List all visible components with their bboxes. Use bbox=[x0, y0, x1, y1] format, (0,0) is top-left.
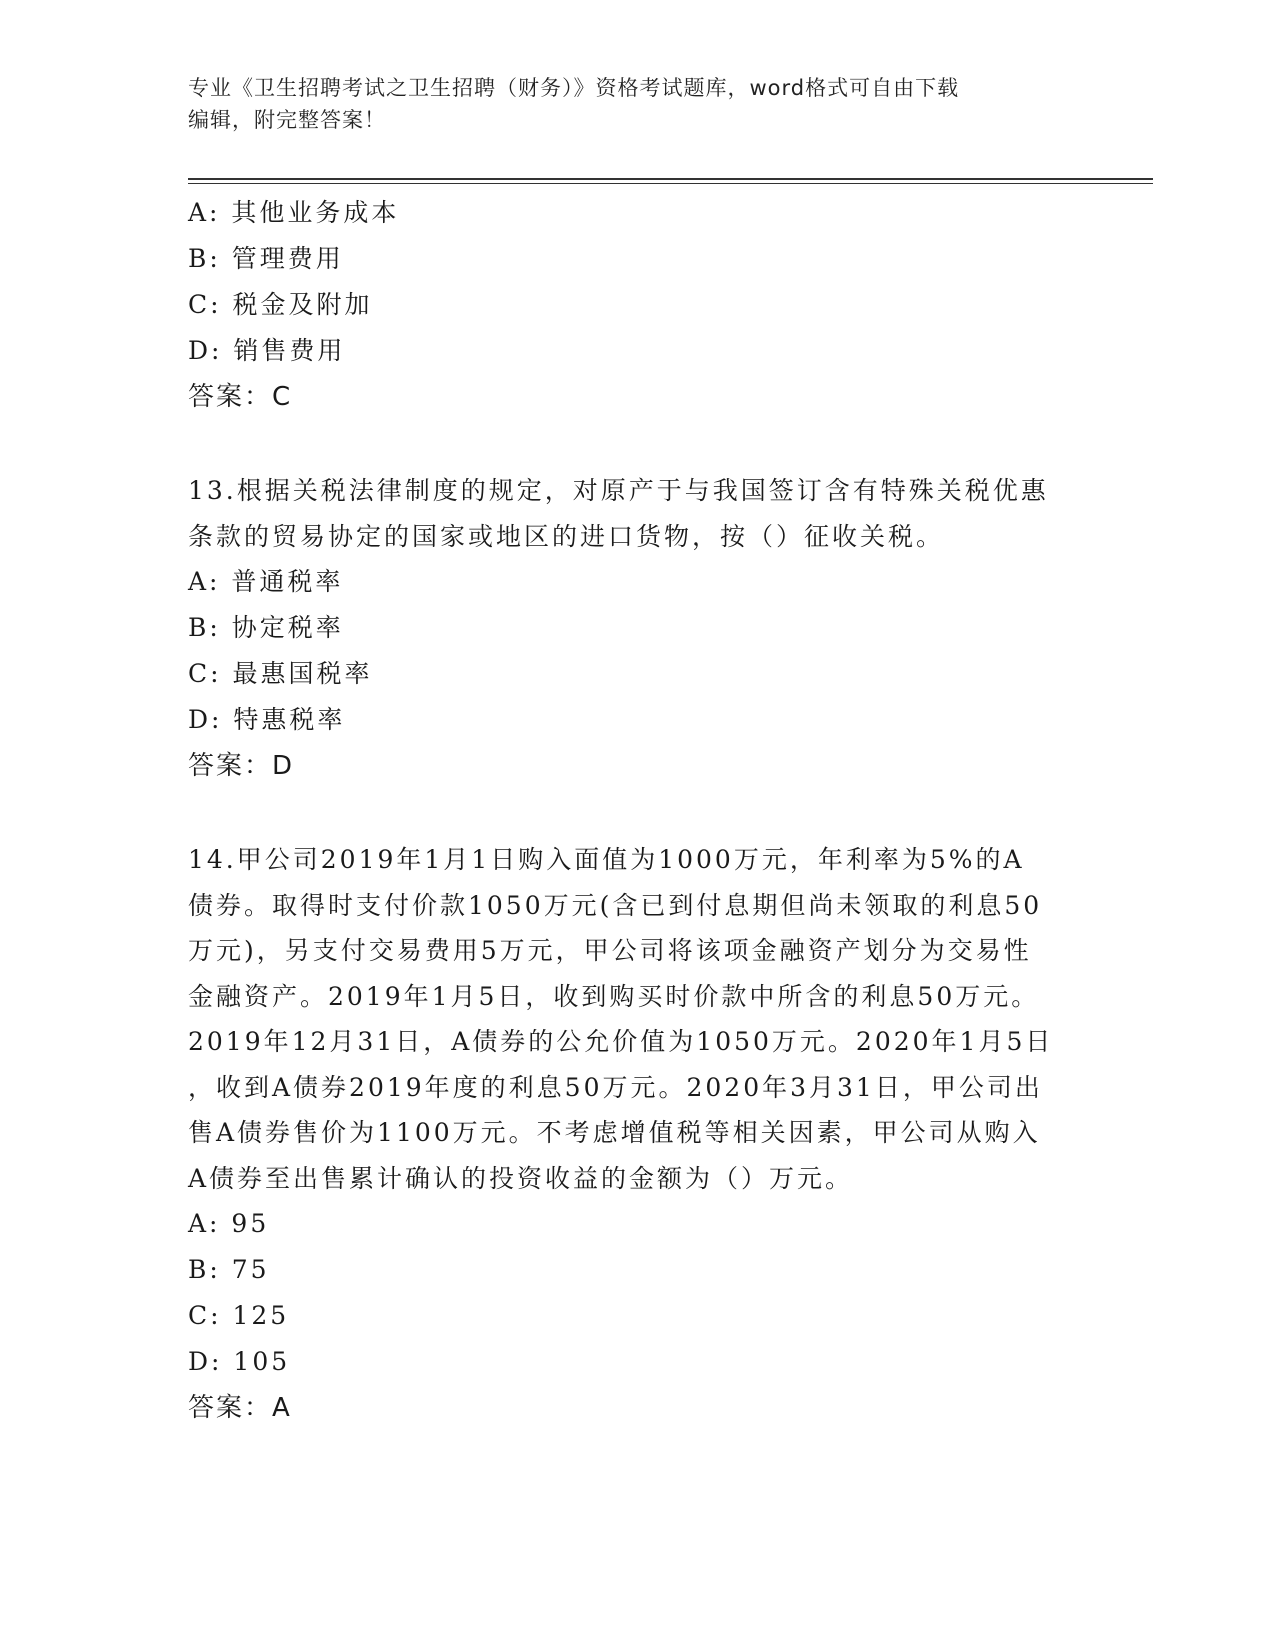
question-text-line: 2019年12月31日，A债券的公允价值为1050万元。2020年1月5日 bbox=[188, 1027, 1054, 1056]
question-text-line: 金融资产。2019年1月5日，收到购买时价款中所含的利息50万元。 bbox=[188, 981, 1040, 1011]
question-12-block bbox=[188, 190, 1088, 420]
header-divider-thin bbox=[188, 183, 1153, 184]
header-divider-thick bbox=[188, 178, 1153, 180]
option-c: C: 最惠国税率 bbox=[188, 659, 373, 688]
question-content bbox=[188, 190, 1088, 1431]
question-text-line: 13.根据关税法律制度的规定，对原产于与我国签订含有特殊关税优惠 bbox=[188, 476, 1049, 505]
question-text-line: 条款的贸易协定的国家或地区的进口货物，按（）征收关税。 bbox=[188, 521, 945, 551]
option-b: B: 75 bbox=[188, 1255, 270, 1284]
question-text-line: 售A债券售价为1100万元。不考虑增值税等相关因素，甲公司从购入 bbox=[188, 1118, 1041, 1147]
option-c: C: 125 bbox=[188, 1301, 290, 1330]
option-a: A: 普通税率 bbox=[188, 567, 344, 596]
question-14-block bbox=[188, 837, 1088, 1431]
option-b: B: 管理费用 bbox=[188, 244, 344, 273]
question-13-block bbox=[188, 468, 1088, 789]
header-line-2: 编辑，附完整答案！ bbox=[188, 108, 386, 132]
question-text-line: 债券。取得时支付价款1050万元(含已到付息期但尚未领取的利息50 bbox=[188, 890, 1043, 920]
header-line-1: 专业《卫生招聘考试之卫生招聘（财务）》资格考试题库，word格式可自由下载 bbox=[188, 76, 960, 100]
option-d: D: 销售费用 bbox=[188, 336, 346, 365]
option-d: D: 特惠税率 bbox=[188, 705, 346, 734]
document-header bbox=[188, 72, 1078, 136]
option-a: A: 其他业务成本 bbox=[188, 198, 400, 227]
question-text-line: A债券至出售累计确认的投资收益的金额为（）万元。 bbox=[188, 1163, 854, 1193]
option-c: C: 税金及附加 bbox=[188, 290, 373, 319]
option-d: D: 105 bbox=[188, 1347, 291, 1376]
option-b: B: 协定税率 bbox=[188, 613, 344, 642]
question-text-line: 万元)，另支付交易费用5万元，甲公司将该项金融资产划分为交易性 bbox=[188, 936, 1032, 965]
answer-line: 答案：D bbox=[188, 751, 295, 781]
answer-line: 答案：C bbox=[188, 382, 293, 412]
question-text-line: ，收到A债券2019年度的利息50万元。2020年3月31日，甲公司出 bbox=[188, 1072, 1043, 1102]
question-text-line: 14.甲公司2019年1月1日购入面值为1000万元，年利率为5%的A bbox=[188, 845, 1025, 874]
option-a: A: 95 bbox=[188, 1209, 270, 1238]
answer-line: 答案：A bbox=[188, 1393, 292, 1423]
